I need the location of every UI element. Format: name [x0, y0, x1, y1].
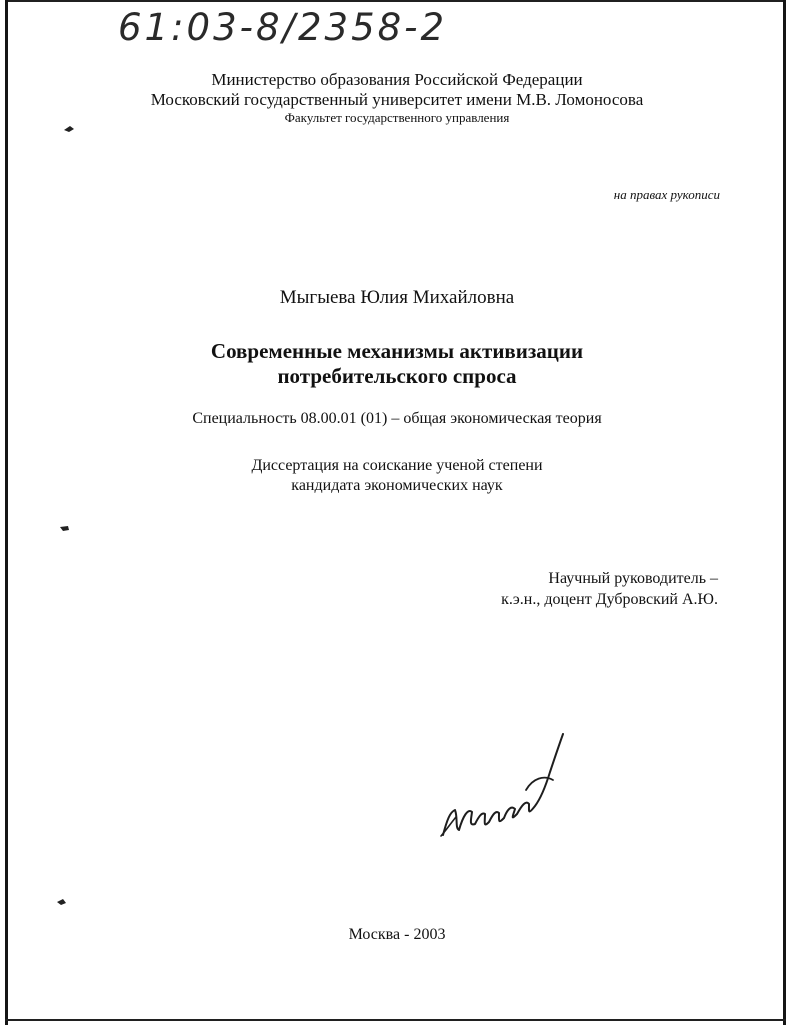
degree-line-2: кандидата экономических наук — [291, 477, 503, 494]
author-name: Мыгыева Юлия Михайловна — [279, 287, 515, 308]
scan-border-right — [783, 0, 786, 1025]
scan-speck-icon — [55, 897, 69, 907]
city-year: Москва - 2003 — [348, 926, 446, 943]
scan-speck-icon — [58, 523, 72, 533]
degree-line-1: Диссертация на соискание ученой степени — [251, 457, 543, 474]
dissertation-title-line-2: потребительского спроса — [277, 364, 517, 388]
scan-border-left — [5, 0, 8, 1025]
handwritten-archive-number: 61:03-8/2358-2 — [118, 6, 448, 49]
scan-border-top — [5, 0, 786, 2]
specialty-line: Специальность 08.00.01 (01) – общая экономическая теория — [192, 410, 602, 427]
dissertation-title-line-1: Современные механизмы активизации — [210, 339, 584, 363]
university-name: Московский государственный университет имени М.В. Ломоносова — [150, 90, 644, 109]
ministry-name: Министерство образования Российской Федерации — [211, 70, 583, 89]
supervisor-role: Научный руководитель – — [548, 570, 718, 587]
handwritten-signature — [425, 720, 575, 850]
scan-border-bottom — [5, 1019, 786, 1021]
supervisor-name: к.э.н., доцент Дубровский А.Ю. — [501, 591, 718, 608]
faculty-name: Факультет государственного управления — [284, 110, 510, 125]
manuscript-note: на правах рукописи — [613, 187, 720, 202]
scan-speck-icon — [62, 124, 76, 134]
